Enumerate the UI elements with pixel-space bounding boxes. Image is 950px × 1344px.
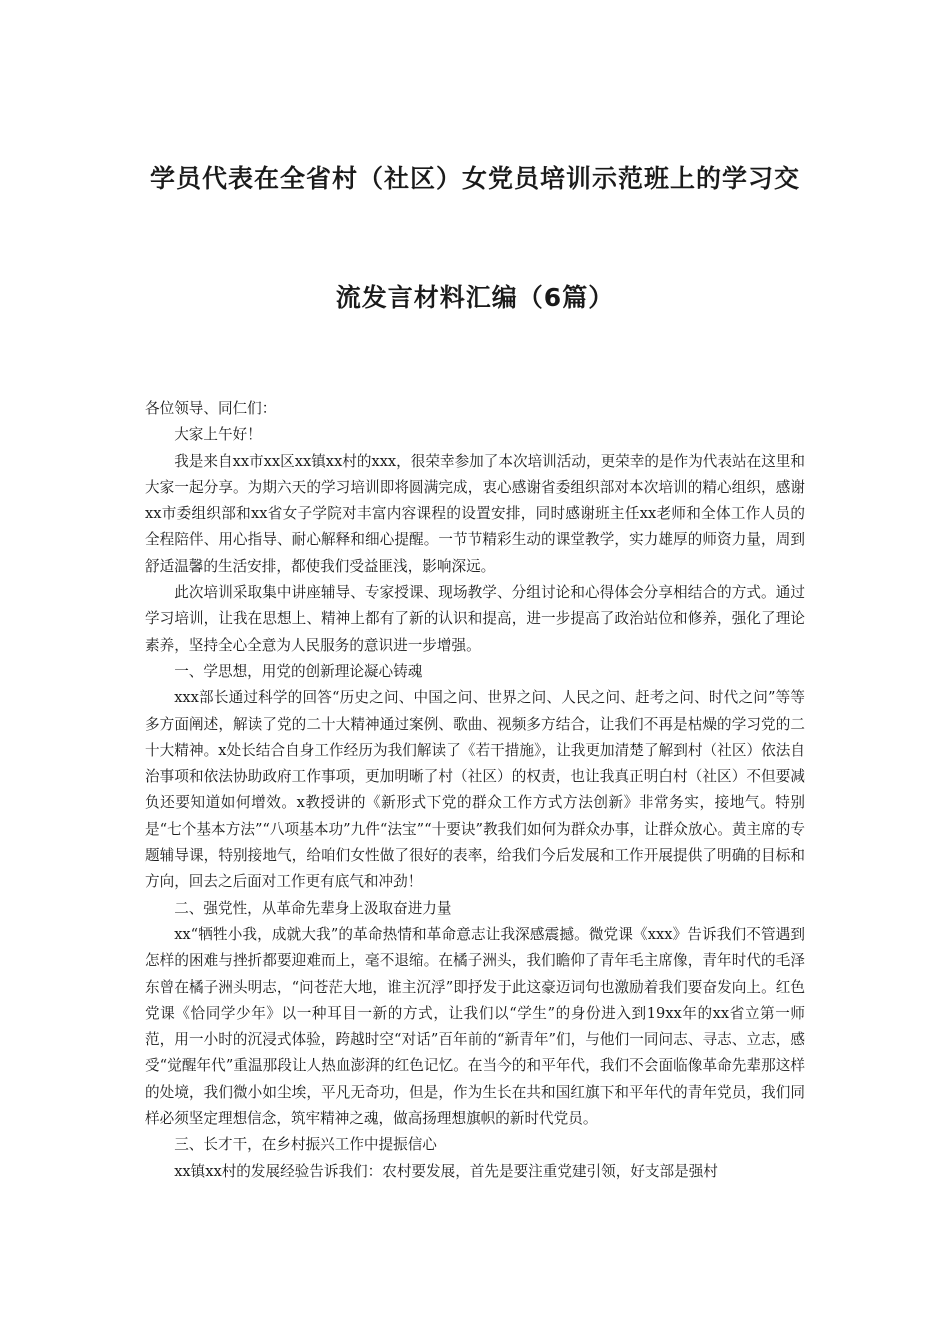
- document-title-line-2: 流发言材料汇编（6篇）: [335, 283, 615, 312]
- document-title-line-1: 学员代表在全省村（社区）女党员培训示范班上的学习交: [149, 164, 800, 193]
- paragraph-section-2: xx“牺牲小我，成就大我”的革命热情和革命意志让我深感震撼。微党课《xxx》告诉我们不管遇到怎样的困难与挫折都要迎难而上，毫不退缩。在橘子洲头，我们瞻仰了青年毛主席像，青年时代的毛泽东曾在橘子洲头明志，“问苍茫大地，谁主沉浮”即抒发于此这豪迈词句也激励着我们要奋发向上。红色党课《恰同学少年》以一种耳目一新的方式，让我们以“学生”的身份进入到19xx年的xx省立第一师范，用一小时的沉浸式体验，跨越时空“对话”百年前的“新青年”们，与他们一同问志、寻志、立志，感受“觉醒年代”重温那段让人热血澎湃的红色记忆。在当今的和平年代，我们不会面临像革命先辈那这样的处境，我们微小如尘埃，平凡无奇功，但是，作为生长在共和国红旗下和平年代的青年党员，我们同样必须坚定理想信念，筑牢精神之魂，做高扬理想旗帜的新时代党员。: [145, 925, 805, 1128]
- section-heading-3: 三、长才干，在乡村振兴工作中提振信心: [174, 1136, 437, 1154]
- paragraph-training-method: 此次培训采取集中讲座辅导、专家授课、现场教学、分组讨论和心得体会分享相结合的方式。通过学习培训，让我在思想上、精神上都有了新的认识和提高，进一步提高了政治站位和修养，强化了理论素养，坚持全心全意为人民服务的意识进一步增强。: [145, 584, 805, 654]
- section-heading-2: 二、强党性，从革命先辈身上汲取奋进力量: [174, 899, 452, 917]
- paragraph-section-3: xx镇xx村的发展经验告诉我们：农村要发展，首先是要注重党建引领，好支部是强村: [174, 1162, 718, 1180]
- paragraph-introduction: 我是来自xx市xx区xx镇xx村的xxx，很荣幸参加了本次培训活动，更荣幸的是作为代表站在这里和大家一起分享。为期六天的学习培训即将圆满完成，衷心感谢省委组织部对本次培训的精心组织，感谢xx市委组织部和xx省女子学院对丰富内容课程的设置安排，同时感谢班主任xx老师和全体工作人员的全程陪伴、用心指导、耐心解释和细心提醒。一节节精彩生动的课堂教学，实力雄厚的师资力量，周到舒适温馨的生活安排，都使我们受益匪浅，影响深远。: [145, 452, 805, 575]
- section-heading-1: 一、学思想，用党的创新理论凝心铸魂: [174, 662, 423, 680]
- greeting: 大家上午好！: [174, 426, 262, 444]
- document-body: [145, 396, 805, 1185]
- paragraph-section-1: xxx部长通过科学的回答“历史之问、中国之问、世界之问、人民之问、赶考之问、时代之问”等等多方面阐述，解读了党的二十大精神通过案例、歌曲、视频多方结合，让我们不再是枯燥的学习党的二十大精神。x处长结合自身工作经历为我们解读了《若干措施》，让我更加清楚了解到村（社区）依法自治事项和依法协助政府工作事项，更加明晰了村（社区）的权责，也让我真正明白村（社区）不但要减负还要知道如何增效。x教授讲的《新形式下党的群众工作方式方法创新》非常务实，接地气。特别是“七个基本方法”“八项基本功”九件“法宝”“十要诀”教我们如何为群众办事，让群众放心。黄主席的专题辅导课，特别接地气，给咱们女性做了很好的表率，给我们今后发展和工作开展提供了明确的目标和方向，回去之后面对工作更有底气和冲劲！: [145, 689, 805, 891]
- salutation: 各位领导、同仁们：: [145, 400, 277, 417]
